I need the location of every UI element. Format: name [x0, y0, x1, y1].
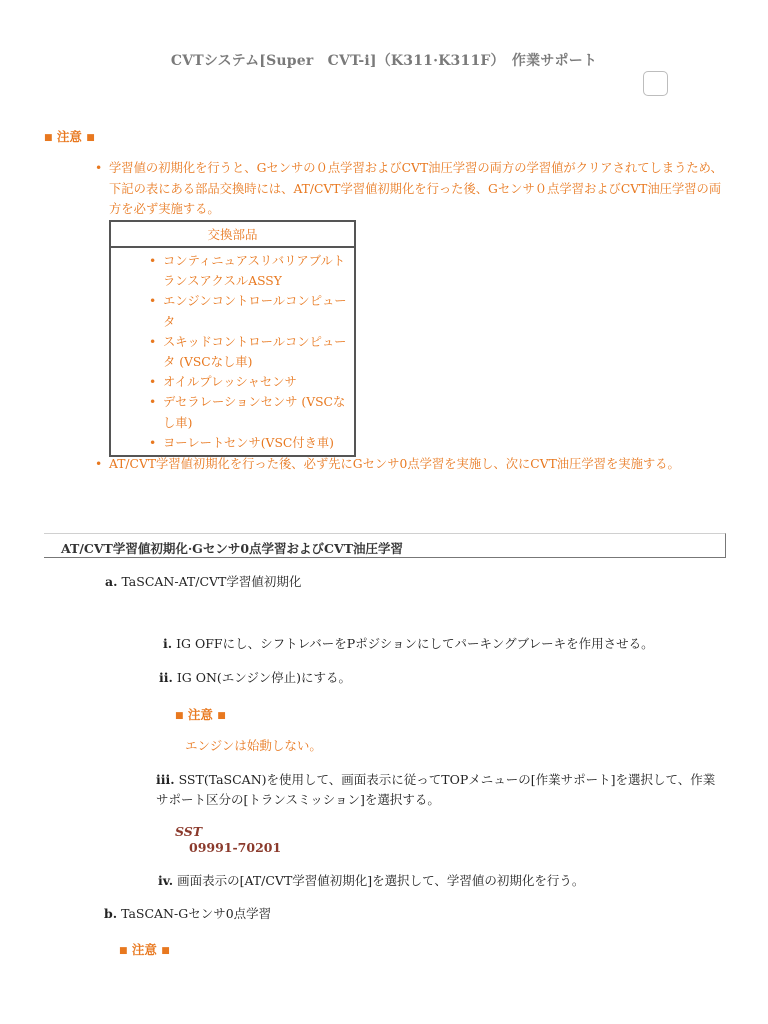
- list-item: • スキッドコントロールコンピュータ (VSCなし車): [163, 332, 350, 372]
- step-label: a.: [105, 574, 118, 589]
- step-iii: [156, 770, 721, 810]
- step-text: SST(TaSCAN)を使用して、画面表示に従ってTOPメニューの[作業サポート]を選択して、作業サポート区分の[トランスミッション]を選択する。: [156, 772, 716, 807]
- step-b: [104, 904, 271, 924]
- bookmark-checkbox[interactable]: [643, 71, 668, 96]
- list-item: • デセラレーションセンサ (VSCなし車): [163, 392, 350, 432]
- square-icon: ■: [44, 133, 53, 143]
- notice-text: エンジンは始動しない。: [185, 738, 322, 753]
- step-ii: [159, 668, 351, 688]
- step-label: i.: [163, 636, 173, 651]
- list-item: • エンジンコントロールコンピュータ: [163, 291, 350, 331]
- step-text: IG OFFにし、シフトレバーをPポジションにしてパーキングブレーキを作用させる。: [176, 636, 654, 651]
- replacement-parts-table: [109, 220, 356, 457]
- list-item: • オイルプレッシャセンサ: [163, 372, 350, 392]
- section-title: AT/CVT学習値初期化·Gセンサ0点学習およびCVT油圧学習: [61, 541, 404, 556]
- square-icon: ■: [161, 946, 170, 956]
- notice-heading: [44, 127, 95, 145]
- page-title: CVTシステム[Super CVT-i]（K311·K311F） 作業サポート: [170, 53, 598, 69]
- notice-bullet-1: • 学習値の初期化を行うと、Gセンサの０点学習およびCVT油圧学習の両方の学習値がクリアされてしまうため、下記の表にある部品交換時には、AT/CVT学習値初期化を行った後、Gセンサ０点学習およびCVT油圧学習の両方を必ず実施する。: [93, 158, 723, 220]
- step-text: TaSCAN-Gセンサ0点学習: [121, 906, 272, 921]
- notice-label: 注意: [131, 942, 157, 957]
- square-icon: ■: [175, 711, 184, 721]
- section-header: [44, 533, 726, 558]
- list-item: • コンティニュアスリバリアブルトランスアクスルASSY: [163, 251, 350, 291]
- sst-label: SST: [175, 824, 203, 839]
- table-header: 交換部品: [110, 221, 355, 247]
- step-label: ii.: [159, 670, 173, 685]
- notice-bullet-list-2: [93, 454, 733, 475]
- list-item: • ヨーレートセンサ(VSC付き車): [163, 433, 350, 453]
- notice-heading: [175, 705, 226, 723]
- square-icon: ■: [119, 946, 128, 956]
- square-icon: ■: [217, 711, 226, 721]
- step-i: [163, 634, 654, 654]
- step-iv: [158, 871, 584, 891]
- notice-heading: [119, 940, 170, 958]
- step-label: iv.: [158, 873, 174, 888]
- notice-label: 注意: [56, 129, 82, 144]
- step-text: IG ON(エンジン停止)にする。: [176, 670, 352, 685]
- parts-list: [163, 251, 350, 453]
- notice-bullet-2: • AT/CVT学習値初期化を行った後、必ず先にGセンサ0点学習を実施し、次にCVT油圧学習を実施する。: [93, 454, 733, 475]
- step-text: TaSCAN-AT/CVT学習値初期化: [121, 574, 302, 589]
- square-icon: ■: [86, 133, 95, 143]
- step-label: iii.: [156, 772, 175, 787]
- step-a: [105, 572, 301, 592]
- notice-label: 注意: [187, 707, 213, 722]
- step-label: b.: [104, 906, 118, 921]
- notice-bullet-list: [93, 158, 723, 220]
- sst-code: 09991-70201: [189, 840, 282, 855]
- step-text: 画面表示の[AT/CVT学習値初期化]を選択して、学習値の初期化を行う。: [177, 873, 585, 888]
